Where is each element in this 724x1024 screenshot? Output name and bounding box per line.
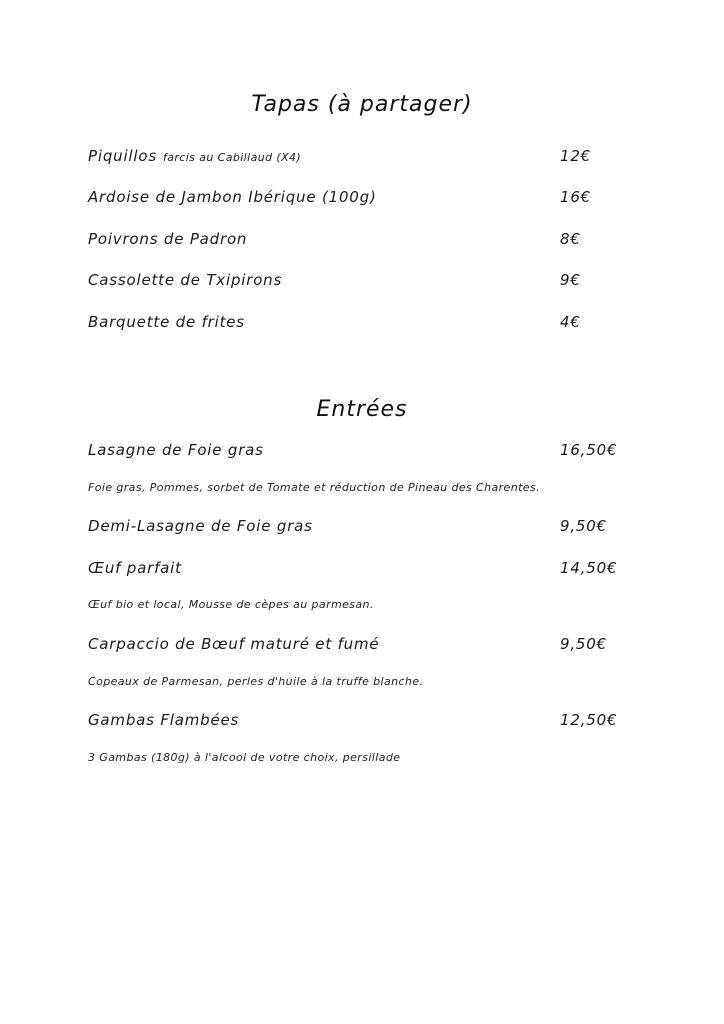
menu-item-carpaccio: [88, 635, 628, 655]
item-name: Carpaccio de Bœuf maturé et fumé: [88, 635, 380, 653]
menu-item-demi-lasagne: [88, 517, 628, 537]
item-price: 16€: [560, 188, 592, 206]
item-name: Poivrons de Padron: [88, 230, 248, 248]
menu-item-gambas: [88, 711, 628, 731]
item-price: 12,50€: [560, 711, 618, 729]
menu-item-frites: [88, 313, 628, 333]
item-subtitle: farcis au Cabillaud (X4): [162, 151, 302, 164]
menu-item-oeuf-parfait: [88, 559, 628, 579]
item-price: 14,50€: [560, 559, 618, 577]
item-description: Foie gras, Pommes, sorbet de Tomate et réduction de Pineau des Charentes.: [88, 481, 541, 494]
menu-item-cassolette: [88, 271, 628, 291]
item-description: Copeaux de Parmesan, perles d'huile à la truffe blanche.: [88, 675, 424, 688]
item-name: Demi-Lasagne de Foie gras: [88, 517, 313, 535]
item-price: 4€: [560, 313, 581, 331]
item-price: 12€: [560, 147, 592, 165]
item-price: 8€: [560, 230, 581, 248]
item-name: Ardoise de Jambon Ibérique (100g): [88, 188, 377, 206]
item-price: 9,50€: [560, 635, 607, 653]
menu-item-piquillos: [88, 147, 628, 167]
item-description: Œuf bio et local, Mousse de cèpes au parmesan.: [88, 598, 374, 611]
item-price: 9€: [560, 271, 581, 289]
tapas-section-title: Tapas (à partager): [251, 92, 473, 117]
item-name: Œuf parfait: [88, 559, 182, 577]
item-name: Gambas Flambées: [88, 711, 240, 729]
item-price: 9,50€: [560, 517, 607, 535]
item-description: 3 Gambas (180g) à l'alcool de votre choix, persillade: [88, 751, 401, 764]
item-price: 16,50€: [560, 441, 618, 459]
menu-item-lasagne-foie-gras: [88, 441, 628, 461]
entrees-section-title: Entrées: [316, 397, 408, 422]
item-name: Cassolette de Txipirons: [88, 271, 283, 289]
item-name: Lasagne de Foie gras: [88, 441, 264, 459]
menu-item-ardoise-jambon: [88, 188, 628, 208]
menu-item-poivrons: [88, 230, 628, 250]
item-name: Piquillos farcis au Cabillaud (X4): [88, 147, 302, 165]
item-name: Barquette de frites: [88, 313, 245, 331]
